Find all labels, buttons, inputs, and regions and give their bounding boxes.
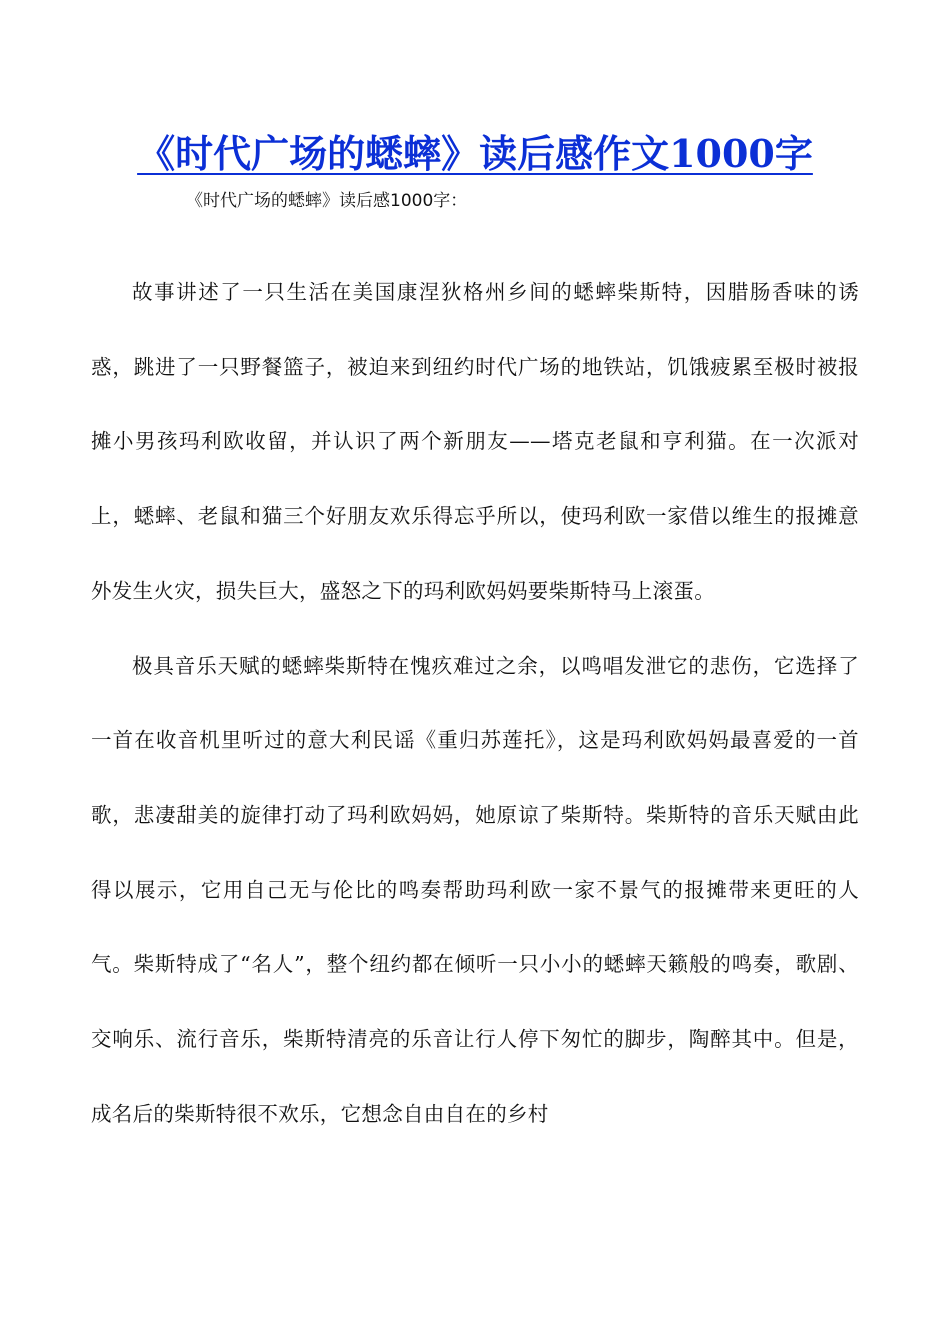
paragraph-2: 极具音乐天赋的蟋蟀柴斯特在愧疚难过之余，以鸣唱发泄它的悲伤，它选择了一首在收音机里听过的意大利民谣《重归苏莲托》，这是玛利欧妈妈最喜爱的一首歌，悲凄甜美的旋律打动了玛利欧妈妈，她原谅了柴斯特。柴斯特的音乐天赋由此得以展示，它用自己无与伦比的鸣奏帮助玛利欧一家不景气的报摊带来更旺的人气。柴斯特成了“名人”，整个纽约都在倾听一只小小的蟋蟀天籁般的鸣奏，歌剧、交响乐、流行音乐，柴斯特清亮的乐音让行人停下匆忙的脚步，陶醉其中。但是，成名后的柴斯特很不欢乐，它想念自由自在的乡村 (91, 653, 859, 1126)
document-body (91, 255, 859, 1151)
document-title[interactable]: 《时代广场的蟋蟀》读后感作文1000字 (137, 131, 813, 176)
document-subtitle: 《时代广场的蟋蟀》读后感1000字： (186, 191, 468, 211)
paragraph-1: 故事讲述了一只生活在美国康涅狄格州乡间的蟋蟀柴斯特，因腊肠香味的诱惑，跳进了一只野餐篮子，被迫来到纽约时代广场的地铁站，饥饿疲累至极时被报摊小男孩玛利欧收留，并认识了两个新朋友——塔克老鼠和亨利猫。在一次派对上，蟋蟀、老鼠和猫三个好朋友欢乐得忘乎所以，使玛利欧一家借以维生的报摊意外发生火灾，损失巨大，盛怒之下的玛利欧妈妈要柴斯特马上滚蛋。 (91, 280, 859, 603)
